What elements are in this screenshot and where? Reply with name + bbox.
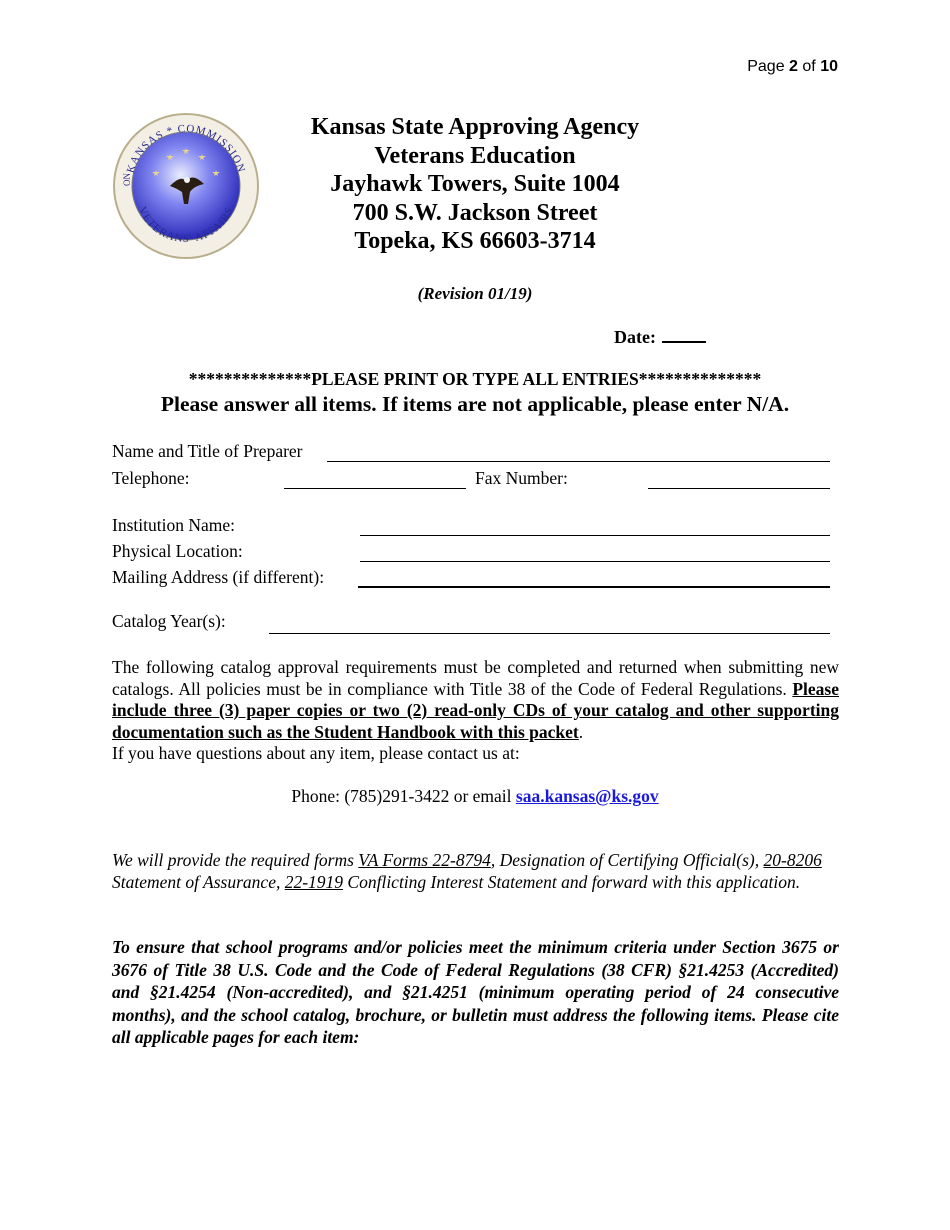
institution-input-line[interactable] — [360, 535, 830, 536]
date-input-line[interactable] — [662, 327, 706, 343]
catalog-year-label: Catalog Year(s): — [112, 611, 226, 631]
contact-prompt: If you have questions about any item, please contact us at: — [112, 743, 520, 763]
preparer-label: Name and Title of Preparer — [112, 441, 303, 461]
form-22-1919: 22-1919 — [284, 871, 344, 892]
mailing-input-line[interactable] — [358, 586, 830, 588]
agency-header — [250, 113, 700, 256]
stars-left: ************** — [188, 369, 312, 389]
phone-text: Phone: (785)291-3422 or email — [291, 786, 516, 806]
header-line: 700 S.W. Jackson Street — [352, 199, 598, 226]
requirements-text: The following catalog approval requirements must be completed and returned when submitting new catalogs. All policies must be in compliance with Title 38 of the Code of Federal Regulations. — [112, 657, 839, 699]
page-total: 10 — [820, 58, 838, 75]
seal-text-top: KANSAS * COMMISSION — [124, 122, 248, 175]
date-label: Date: — [614, 327, 656, 347]
seal-text-bottom: VETERANS' AFFAIRS — [135, 204, 237, 246]
page-number — [747, 58, 838, 76]
requirements-paragraph — [112, 657, 839, 765]
forms-paragraph — [112, 850, 839, 893]
revision-label: (Revision 01/19) — [417, 284, 533, 303]
forms-text: , Designation of Certifying Official(s), — [490, 850, 764, 870]
copies-requirement: Please include three (3) paper copies or two (2) read-only CDs of your catalog and other supporting documentation such as the Student Handbook with this packet — [112, 678, 839, 742]
preparer-input-line[interactable] — [327, 461, 830, 462]
location-label: Physical Location: — [112, 541, 243, 561]
page-of: of — [802, 58, 816, 75]
header-line: Veterans Education — [374, 142, 576, 169]
email-link[interactable]: saa.kansas@ks.gov — [515, 786, 659, 806]
page-prefix: Page — [747, 58, 785, 75]
telephone-label: Telephone: — [112, 468, 190, 488]
seal-text-left: ON — [122, 173, 132, 186]
contact-line — [0, 786, 950, 807]
print-instruction — [0, 369, 950, 390]
forms-text: We will provide the required forms — [112, 850, 359, 870]
header-line: Jayhawk Towers, Suite 1004 — [330, 171, 620, 197]
header-line: Topeka, KS 66603-3714 — [354, 228, 596, 254]
fax-label: Fax Number: — [475, 468, 568, 488]
veterans-affairs-seal-icon — [112, 112, 260, 260]
forms-text: Statement of Assurance, — [112, 871, 285, 892]
forms-text: Conflicting Interest Statement and forward with this application. — [343, 871, 801, 892]
print-instruction-text: PLEASE PRINT OR TYPE ALL ENTRIES — [311, 369, 639, 389]
stars-right: ************** — [638, 369, 762, 389]
institution-label: Institution Name: — [112, 515, 235, 535]
answer-all-instruction: Please answer all items. If items are not applicable, please enter N/A. — [160, 392, 790, 416]
requirements-end: . — [578, 721, 584, 742]
date-field — [614, 327, 706, 348]
fax-input-line[interactable] — [648, 488, 830, 489]
page-current: 2 — [789, 58, 798, 75]
location-input-line[interactable] — [360, 561, 830, 562]
telephone-input-line[interactable] — [284, 488, 466, 489]
criteria-paragraph: To ensure that school programs and/or policies meet the minimum criteria under Section 3675 or 3676 of Title 38 U.S. Code and the Code of Federal Regulations (38 CFR) §21.4253 (Accredited) and §21.4254 (Non-accredited), and §21.4251 (minimum operating period of 24 consecutive months), and the school catalog, brochure, or bulletin must address the following items. Please cite all applicable pages for each item: — [112, 937, 839, 1047]
header-line: Kansas State Approving Agency — [310, 114, 640, 140]
form-22-8794: VA Forms 22-8794 — [358, 850, 491, 870]
mailing-label: Mailing Address (if different): — [112, 567, 325, 587]
catalog-year-input-line[interactable] — [269, 633, 830, 634]
form-20-8206: 20-8206 — [763, 850, 822, 870]
